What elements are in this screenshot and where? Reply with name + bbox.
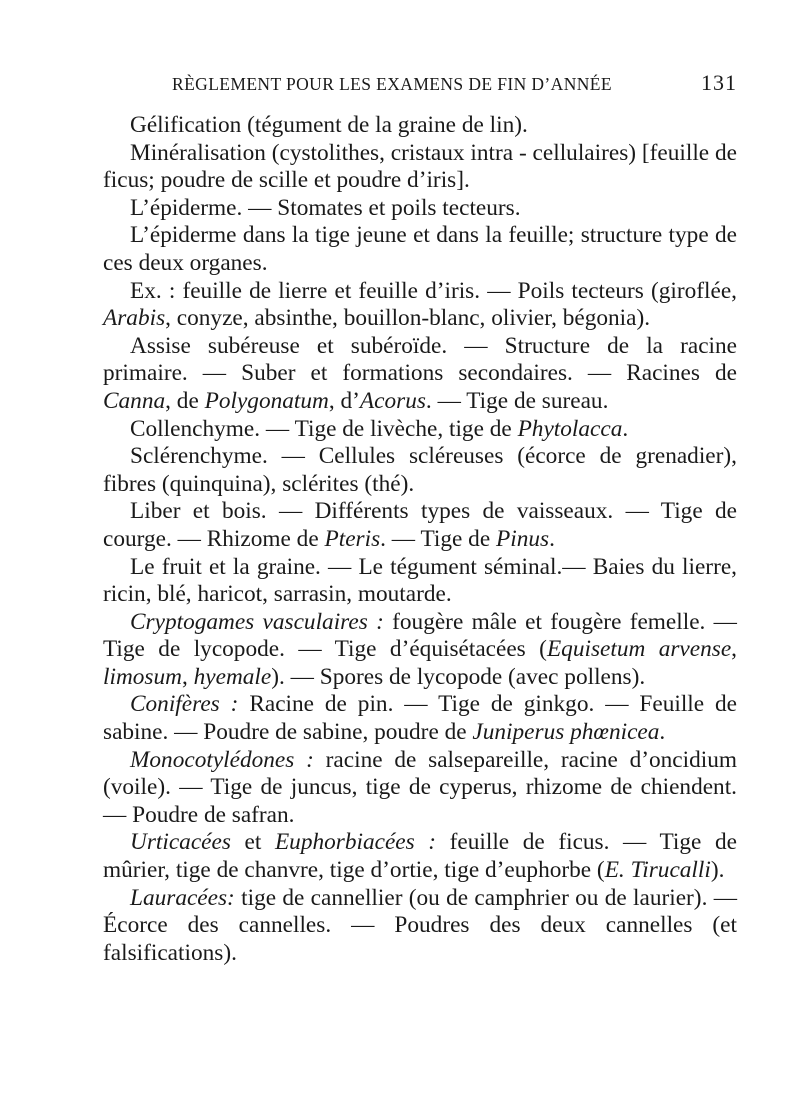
paragraph — [103, 443, 737, 498]
paragraph — [103, 691, 737, 746]
text-segment: . — [659, 719, 666, 746]
text-segment: Ex. : feuille de lierre et feuille d’iris. — Poils tecteurs (giroflée, — [130, 277, 737, 304]
italic-text: E. Tirucalli — [604, 857, 711, 884]
paragraph — [103, 554, 737, 609]
text-segment: L’épiderme dans la tige jeune et dans la feuille; structure type de ces deux organes. — [103, 222, 737, 276]
text-segment: , — [731, 636, 737, 663]
text-segment: Sclérenchyme. — Cellules scléreuses (écorce de grenadier), fibres (quinquina), sclérites (thé). — [103, 443, 737, 497]
paragraph — [103, 416, 737, 444]
page-number: 131 — [701, 70, 737, 95]
italic-text: Phytolacca — [517, 415, 623, 442]
text-segment: et — [230, 829, 275, 856]
italic-text: Euphorbiacées : — [274, 829, 437, 856]
text-segment: Racine de pin. — Tige de ginkgo. — Feuille de sabine. — Poudre de sabine, poudre de — [103, 691, 738, 746]
text-segment: Minéralisation (cystolithes, cristaux intra - cellulaires) [feuille de ficus; poudre de scille et poudre d’iris]. — [103, 139, 737, 194]
paragraph — [103, 885, 737, 968]
text-segment: tige de cannellier (ou de camphrier ou de laurier). — Écorce des cannelles. — Poudres des deux cannelles (et falsifications). — [103, 884, 737, 966]
text-segment: feuille de ficus. — Tige de mûrier, tige de chanvre, tige d’ortie, tige d’euphorbe ( — [103, 829, 737, 884]
italic-text: Urticacées — [130, 829, 231, 856]
text-segment: Assise subéreuse et subéroïde. — Structure de la racine primaire. — Suber et formations secondaires. — Racines de — [103, 332, 737, 387]
text-segment: ). — Spores de lycopode (avec pollens). — [271, 663, 646, 690]
italic-text: Juniperus phœnicea — [472, 719, 660, 746]
paragraph — [103, 140, 737, 195]
text-segment: fougère mâle et fougère femelle. — Tige de lycopode. — Tige d’équisétacées ( — [103, 608, 737, 663]
paragraph — [103, 112, 737, 140]
paragraph — [103, 498, 737, 553]
running-head — [172, 70, 737, 96]
text-segment: Gélification (tégument de la graine de lin). — [130, 112, 528, 138]
paragraph — [103, 278, 737, 333]
paragraph — [103, 747, 737, 830]
text-segment: , conyze, absinthe, bouillon-blanc, olivier, bégonia). — [165, 305, 651, 332]
italic-text: Pteris — [324, 525, 381, 552]
italic-text: limosum — [103, 663, 182, 690]
paragraph — [103, 829, 737, 884]
italic-text: Polygonatum — [204, 387, 329, 414]
text-segment: . — Tige de sureau. — [425, 387, 609, 414]
italic-text: Conifères : — [130, 691, 239, 718]
italic-text: Acorus — [359, 387, 426, 414]
text-segment: racine de salsepareille, racine d’oncidium (voile). — Tige de juncus, tige de cyperus, rhizome de chiendent. — Poudre de safran. — [103, 746, 737, 828]
paragraph — [103, 333, 737, 416]
text-segment: Liber et bois. — Différents types de vaisseaux. — Tige de courge. — Rhizome de — [103, 498, 737, 552]
text-segment: Le fruit et la graine. — Le tégument séminal.— Baies du lierre, ricin, blé, haricot, sarrasin, moutarde. — [103, 553, 737, 608]
text-segment: , de — [165, 387, 205, 414]
text-segment: . — [549, 525, 555, 552]
paragraph — [103, 609, 737, 692]
text-segment: . — Tige de — [380, 525, 496, 552]
text-segment: , d’ — [328, 387, 360, 414]
italic-text: Lauracées: — [130, 884, 235, 911]
paragraph — [103, 222, 737, 277]
italic-text: Canna — [103, 387, 166, 414]
italic-text: Arabis — [103, 305, 166, 332]
italic-text: Pinus — [496, 525, 550, 552]
italic-text: hyemale — [193, 663, 272, 690]
body-text — [103, 112, 737, 967]
running-head-title: RÈGLEMENT POUR LES EXAMENS DE FIN D’ANNÉE — [172, 74, 612, 94]
text-segment: L’épiderme. — Stomates et poils tecteurs. — [130, 194, 521, 221]
text-segment: ). — [710, 857, 725, 884]
italic-text: Equisetum arvense — [546, 636, 732, 663]
italic-text: Cryptogames vasculaires : — [130, 608, 384, 635]
text-segment: . — [622, 415, 629, 442]
text-segment: Collenchyme. — Tige de livèche, tige de — [130, 415, 518, 442]
text-segment: , — [181, 663, 194, 690]
paragraph — [103, 195, 737, 223]
italic-text: Monocotylédones : — [130, 746, 314, 773]
